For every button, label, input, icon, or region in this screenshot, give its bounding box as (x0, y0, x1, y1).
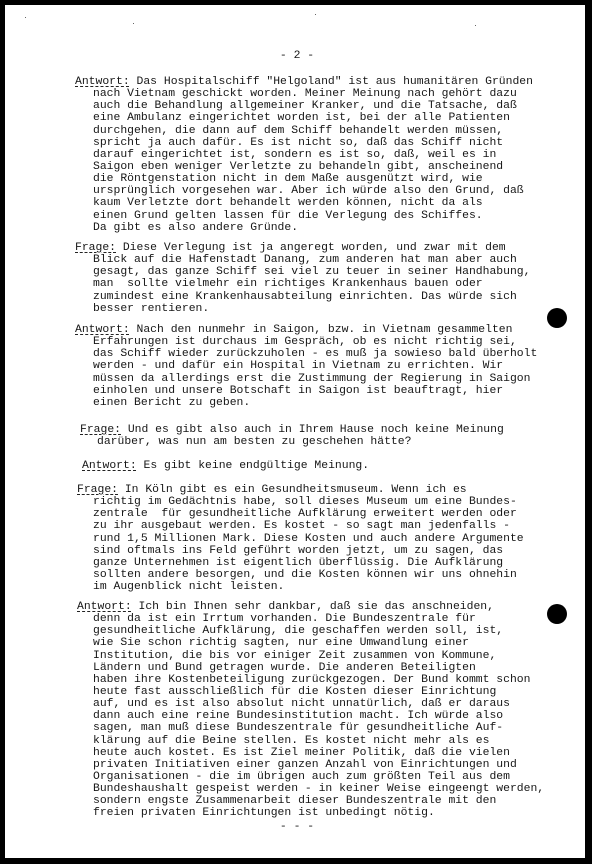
end-mark: - - - (279, 821, 315, 833)
text-line: einholen und unsere Botschaft in Saigon ist beauftragt, hier (93, 384, 504, 397)
text-line: müssen da allerdings erst die Zustimmung der Regierung in Saigon (93, 372, 531, 385)
text-line: Erfahrungen ist durchaus im Gespräch, ob es nicht richtig sei, (93, 336, 517, 349)
scan-speck (315, 14, 316, 15)
text-line: heute fast ausschließlich für die Kosten dieser Einrichtung (93, 685, 497, 698)
text-line: nach Vietnam geschickt worden. Meiner Meinung nach gehört dazu (93, 88, 517, 101)
text-line: spricht ja auch dafür. Es ist nicht so, daß das Schiff nicht (93, 136, 504, 149)
text-line (82, 460, 369, 472)
text-line: die Röntgenstation nicht in dem Maße ausgenützt wird, wie (93, 173, 483, 186)
text-line: auf, und es ist also absolut nicht unnatürlich, daß er daraus (93, 698, 510, 711)
text-line: sagen, man muß diese Bundeszentrale für gesundheitliche Auf- (93, 722, 504, 735)
speaker-label: Antwort: (75, 324, 130, 336)
text-line: Ländern und Bund getragen wurde. Die anderen Beteiligten (93, 661, 476, 674)
text-line: ganze Unternehmen ist eigentlich überflüssig. Die Aufklärung (93, 556, 504, 569)
text-line: das Schiff wieder zurückzuholen - es muß ja sowieso bald überholt (93, 348, 538, 361)
text-line: zentrale für gesundheitliche Aufklärung erweitert werden oder (93, 508, 517, 521)
text-line: richtig im Gedächtnis habe, soll dieses Museum um eine Bundes- (93, 496, 517, 509)
text-line: gesundheitliche Aufklärung, die geschaffen werden soll, ist, (93, 625, 504, 638)
text-line: privaten Initiativen einer ganzen Anzahl von Einrichtungen und (93, 758, 517, 771)
text-line: einen Grund gelten lassen für die Verlegung des Schiffes. (93, 209, 483, 222)
text-segment: Diese Verlegung ist ja angeregt worden, und zwar mit dem (122, 242, 506, 254)
text-line: Organisationen - die im übrigen auch zum größten Teil aus dem (93, 770, 510, 783)
speaker-label: Frage: (77, 484, 119, 496)
answer-paragraph (75, 76, 533, 234)
text-line (75, 76, 533, 88)
text-line (80, 424, 504, 436)
answer-paragraph (75, 324, 537, 409)
text-line: einen Bericht zu geben. (93, 396, 251, 409)
text-line: darüber, was nun am besten zu geschehen hätte? (97, 436, 412, 449)
punch-hole (547, 308, 567, 328)
text-line (75, 324, 537, 336)
text-line: eine Ambulanz eingerichtet worden ist, bei der alle Patienten (93, 112, 510, 125)
text-line: heute auch kostet. Es ist Ziel meiner Politik, daß die vielen (93, 746, 510, 759)
answer-paragraph (77, 601, 544, 820)
text-segment: In Köln gibt es ein Gesundheitsmuseum. Wenn ich es (124, 484, 467, 496)
text-line: im Augenblick nicht leisten. (93, 581, 285, 594)
answer-paragraph (82, 460, 369, 472)
text-line: auch die Behandlung allgemeiner Kranker, und die Tatsache, daß (93, 100, 517, 113)
text-line: Blick auf die Hafenstadt Danang, zum anderen hat man aber auch (93, 254, 517, 267)
text-segment: Es gibt keine endgültige Meinung. (143, 460, 370, 472)
text-line (75, 242, 530, 254)
text-line: man sollte vielmehr ein richtiges Krankenhaus bauen oder (93, 278, 483, 291)
text-line: Saigon eben weniger Verletzte zu behandeln gibt, anscheinend (93, 160, 504, 173)
text-line: zumindest eine Krankenhausabteilung einrichten. Das würde sich (93, 290, 517, 303)
text-line (77, 484, 524, 496)
text-segment: Ich bin Ihnen sehr dankbar, daß sie das anschneiden, (138, 601, 494, 613)
text-line: klärung auf die Beine stellen. Es kostet nicht mehr als es (93, 734, 490, 747)
text-line: ursprünglich vorgesehen war. Aber ich würde also den Grund, daß (93, 185, 524, 198)
text-line: sollten andere besorgen, und die Kosten können wir uns ohnehin (93, 568, 517, 581)
text-line: denn da ist ein Irrtum vorhanden. Die Bundeszentrale für (93, 613, 476, 626)
text-line (77, 601, 544, 613)
text-line: durchgehen, die dann auf dem Schiff behandelt werden müssen, (93, 124, 504, 137)
speaker-label: Antwort: (75, 76, 130, 88)
text-line: werden - und dafür ein Hospital in Vietnam zu errichten. Wir (93, 360, 504, 373)
text-segment: Und es gibt also auch in Ihrem Hause noch keine Meinung (127, 424, 504, 436)
text-line: Institution, die bis vor einiger Zeit zusammen von Kommune, (93, 649, 497, 662)
scan-speck (25, 17, 26, 18)
text-line: dann auch eine reine Bundesinstitution macht. Ich würde also (93, 710, 504, 723)
speaker-label: Antwort: (77, 601, 132, 613)
speaker-label: Frage: (75, 242, 117, 254)
speaker-label: Frage: (80, 424, 122, 436)
text-line: haben ihre Kostenbeteiligung zurückgezogen. Der Bund kommt schon (93, 673, 531, 686)
speaker-label: Antwort: (82, 460, 137, 472)
question-paragraph (77, 484, 524, 593)
text-line: gesagt, das ganze Schiff sei viel zu teuer in seiner Handhabung, (93, 266, 531, 279)
scan-speck (133, 23, 134, 24)
text-line: rund 1,5 Millionen Mark. Diese Kosten und auch andere Argumente (93, 532, 524, 545)
text-line: wie Sie schon richtig sagten, nur eine Umwandlung einer (93, 637, 469, 650)
question-paragraph (80, 424, 504, 448)
text-line: kaum Verletzte dort behandelt werden können, nicht da als (93, 197, 483, 210)
page-number: - 2 - (279, 50, 315, 62)
document-page (5, 5, 585, 858)
text-segment: Nach den nunmehr in Saigon, bzw. in Vietnam gesammelten (136, 324, 513, 336)
text-segment: Das Hospitalschiff "Helgoland" ist aus humanitären Gründen (136, 76, 533, 88)
scan-speck (475, 25, 476, 26)
question-paragraph (75, 242, 530, 315)
text-line: besser rentieren. (93, 302, 210, 315)
text-line: freien privaten Einrichtungen ist unbedingt nötig. (93, 807, 435, 820)
text-line: Bundeshaushalt gespeist werden - in keiner Weise eingeengt werden, (93, 783, 545, 796)
punch-hole (547, 604, 567, 624)
text-line: zu ihr ausgebaut werden. Es kostet - so sagt man jedenfalls - (93, 520, 510, 533)
text-line: sondern engste Zusammenarbeit dieser Bundeszentrale mit den (93, 795, 497, 808)
text-line: Da gibt es also andere Gründe. (93, 221, 299, 234)
text-line: sind oftmals ins Feld geführt worden jetzt, um zu sagen, das (93, 544, 504, 557)
text-line: darauf eingerichtet ist, sondern es ist so, daß, weil es in (93, 148, 497, 161)
